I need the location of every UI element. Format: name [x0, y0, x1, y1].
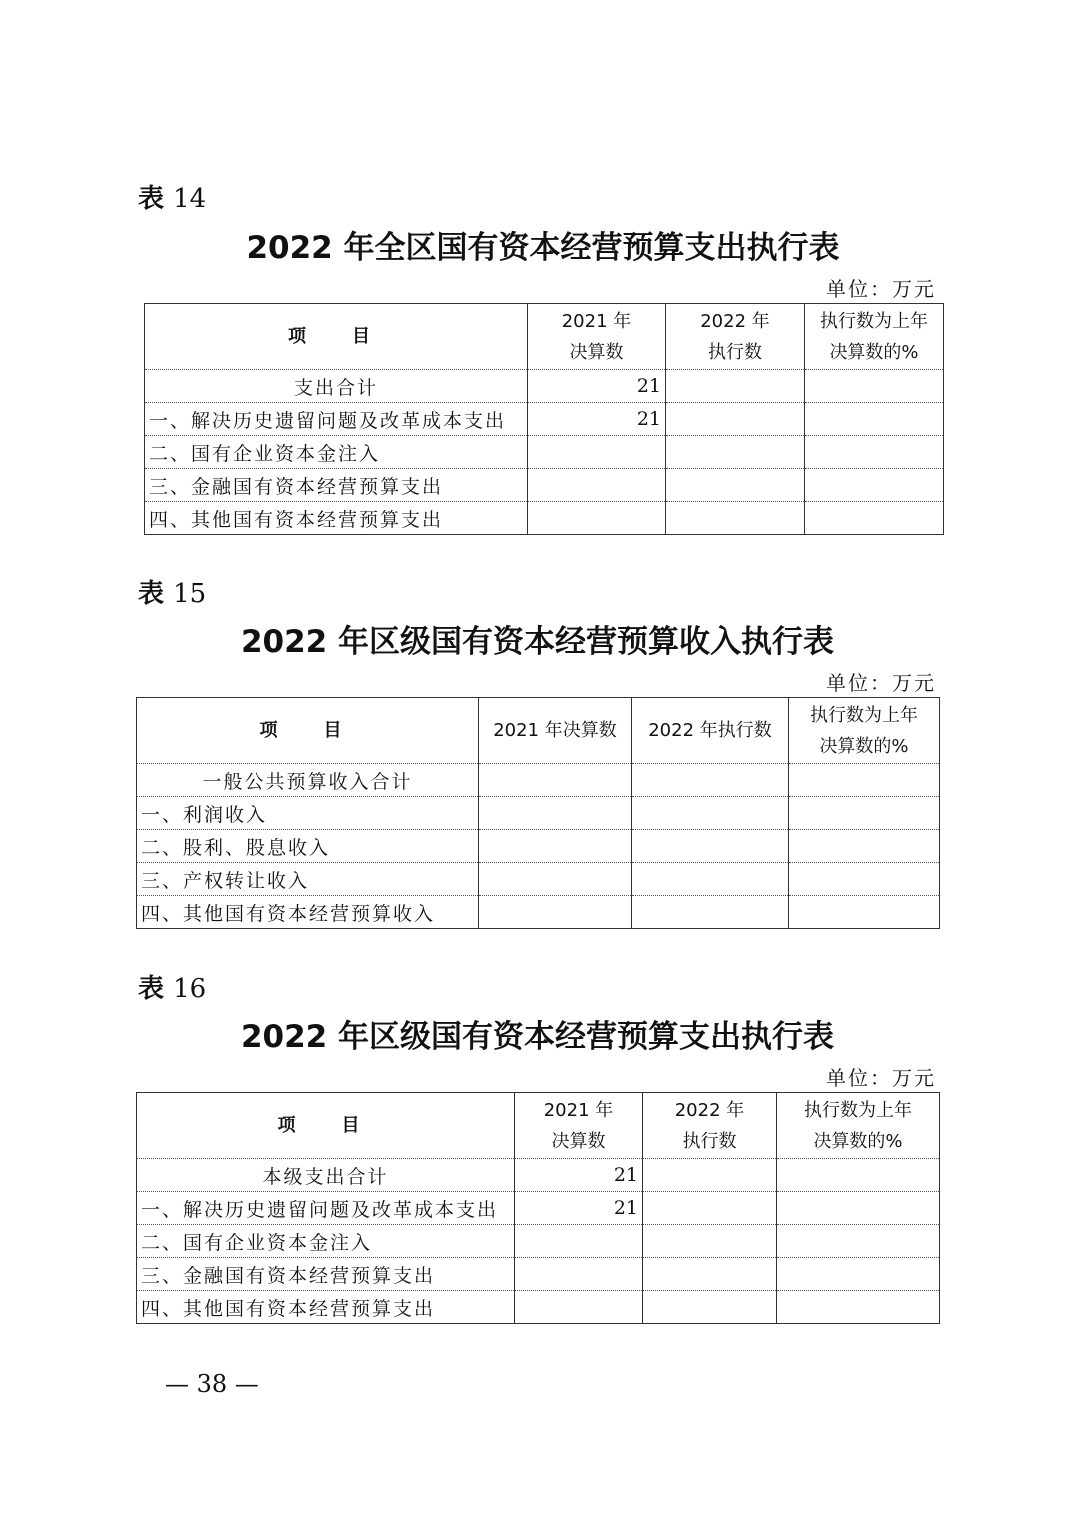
header-item: 项 目	[137, 1093, 515, 1159]
row-item: 二、国有企业资本金注入	[137, 1225, 515, 1258]
row-2022	[632, 764, 789, 797]
row-2022	[666, 502, 805, 535]
header-2021: 2021 年决算数	[479, 698, 632, 764]
table-header-row	[137, 698, 940, 764]
row-2021	[528, 469, 666, 502]
row-2021: 21	[528, 403, 666, 436]
table-label-number: 15	[173, 579, 207, 609]
row-item: 一、解决历史遗留问题及改革成本支出	[145, 403, 528, 436]
table-label	[138, 178, 206, 215]
row-item: 二、国有企业资本金注入	[145, 436, 528, 469]
row-pct	[789, 896, 940, 929]
table-row	[137, 1225, 940, 1258]
row-item: 一、解决历史遗留问题及改革成本支出	[137, 1192, 515, 1225]
row-2021	[479, 863, 632, 896]
table-label-number: 16	[173, 974, 207, 1004]
row-2021: 21	[515, 1159, 643, 1192]
table-title: 2022 年区级国有资本经营预算收入执行表	[240, 624, 835, 660]
table-row	[145, 502, 944, 535]
unit-label: 单位：万元	[826, 277, 936, 301]
table-header-row	[145, 304, 944, 370]
row-item: 三、金融国有资本经营预算支出	[137, 1258, 515, 1291]
row-2021: 21	[515, 1192, 643, 1225]
header-2021: 2021 年 决算数	[515, 1093, 643, 1159]
row-item: 二、股利、股息收入	[137, 830, 479, 863]
row-pct	[777, 1225, 940, 1258]
row-item: 一、利润收入	[137, 797, 479, 830]
row-pct	[777, 1291, 940, 1324]
row-2021	[479, 830, 632, 863]
row-pct	[805, 502, 944, 535]
table-row	[137, 863, 940, 896]
row-item: 本级支出合计	[137, 1159, 515, 1192]
row-pct	[805, 436, 944, 469]
row-item: 四、其他国有资本经营预算支出	[145, 502, 528, 535]
table-row	[137, 1291, 940, 1324]
row-2022	[632, 797, 789, 830]
table-label	[138, 573, 206, 610]
table-row	[137, 1192, 940, 1225]
table-label-number: 14	[173, 184, 207, 214]
row-pct	[805, 403, 944, 436]
row-2022	[666, 370, 805, 403]
table-label	[138, 968, 206, 1005]
table-label-prefix: 表	[138, 974, 165, 1004]
table-row	[145, 436, 944, 469]
header-2021: 2021 年 决算数	[528, 304, 666, 370]
header-item: 项 目	[137, 698, 479, 764]
row-item: 四、其他国有资本经营预算支出	[137, 1291, 515, 1324]
table-row	[137, 896, 940, 929]
row-2022	[632, 830, 789, 863]
header-2022: 2022 年执行数	[632, 698, 789, 764]
table-row	[137, 797, 940, 830]
table-header-row	[137, 1093, 940, 1159]
row-2022	[632, 896, 789, 929]
row-pct	[777, 1159, 940, 1192]
row-2022	[643, 1192, 777, 1225]
row-2021	[528, 436, 666, 469]
row-item: 一般公共预算收入合计	[137, 764, 479, 797]
row-2022	[643, 1159, 777, 1192]
row-2021	[479, 764, 632, 797]
row-pct	[777, 1192, 940, 1225]
table-label-prefix: 表	[138, 579, 165, 609]
row-item: 三、产权转让收入	[137, 863, 479, 896]
row-2021	[515, 1291, 643, 1324]
data-table	[144, 303, 944, 535]
table-row	[137, 764, 940, 797]
row-2022	[643, 1258, 777, 1291]
row-pct	[789, 830, 940, 863]
unit-label: 单位：万元	[826, 671, 936, 695]
row-item: 支出合计	[145, 370, 528, 403]
table-row	[145, 469, 944, 502]
header-pct: 执行数为上年 决算数的%	[777, 1093, 940, 1159]
unit-label: 单位：万元	[826, 1066, 936, 1090]
row-pct	[805, 469, 944, 502]
table-title: 2022 年全区国有资本经营预算支出执行表	[246, 230, 840, 266]
row-pct	[777, 1258, 940, 1291]
row-item: 三、金融国有资本经营预算支出	[145, 469, 528, 502]
row-2021	[515, 1258, 643, 1291]
row-2022	[643, 1225, 777, 1258]
row-2022	[666, 436, 805, 469]
row-pct	[789, 797, 940, 830]
row-2021	[479, 797, 632, 830]
table-label-prefix: 表	[138, 184, 165, 214]
page-number: — 38 —	[165, 1370, 259, 1398]
row-2022	[643, 1291, 777, 1324]
data-table	[136, 1092, 940, 1324]
row-pct	[789, 764, 940, 797]
table-row	[145, 370, 944, 403]
header-2022: 2022 年 执行数	[643, 1093, 777, 1159]
row-pct	[789, 863, 940, 896]
table-row	[137, 1258, 940, 1291]
row-2022	[666, 403, 805, 436]
header-item: 项 目	[145, 304, 528, 370]
row-2021: 21	[528, 370, 666, 403]
header-2022: 2022 年 执行数	[666, 304, 805, 370]
row-pct	[805, 370, 944, 403]
header-pct: 执行数为上年 决算数的%	[805, 304, 944, 370]
row-2021	[479, 896, 632, 929]
row-item: 四、其他国有资本经营预算收入	[137, 896, 479, 929]
row-2022	[632, 863, 789, 896]
row-2021	[528, 502, 666, 535]
table-row	[137, 1159, 940, 1192]
table-row	[137, 830, 940, 863]
row-2022	[666, 469, 805, 502]
data-table	[136, 697, 940, 929]
table-title: 2022 年区级国有资本经营预算支出执行表	[240, 1019, 835, 1055]
table-row	[145, 403, 944, 436]
row-2021	[515, 1225, 643, 1258]
header-pct: 执行数为上年 决算数的%	[789, 698, 940, 764]
